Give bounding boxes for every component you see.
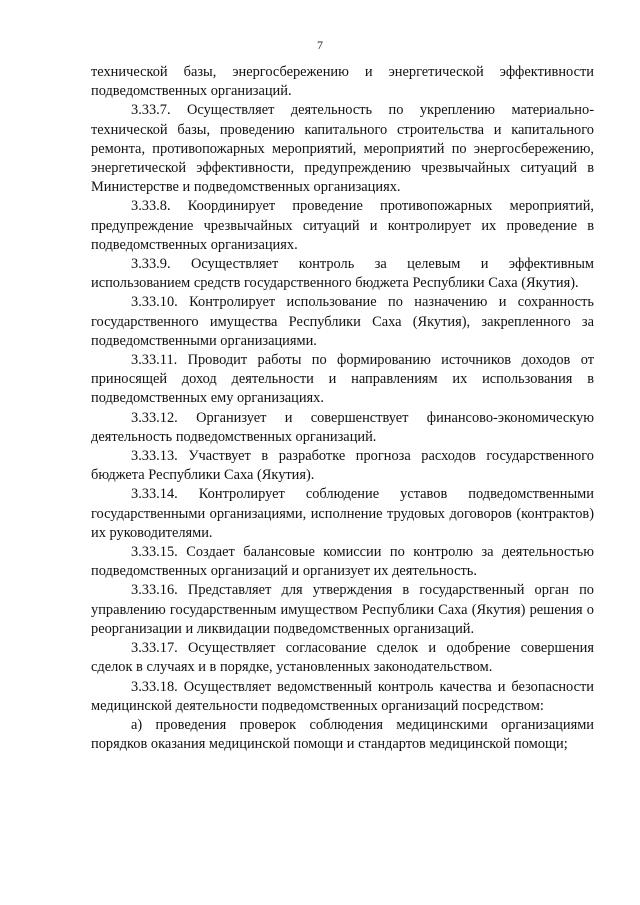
document-body: [91, 63, 594, 754]
paragraph-3-33-16: 3.33.16. Представляет для утверждения в государственный орган по управлению государственным имуществом Республики Саха (Якутия) решения о реорганизации и ликвидации подведомственных организаций.: [91, 582, 594, 637]
page-number: 7: [317, 38, 323, 52]
paragraph-3-33-17: 3.33.17. Осуществляет согласование сделок и одобрение совершения сделок в случаях и в порядке, установленных законодательством.: [91, 640, 594, 676]
paragraph-3-33-11: 3.33.11. Проводит работы по формированию источников доходов от приносящей доход деятельности и направлениям их использования в подведомственных ему организациях.: [91, 352, 594, 407]
paragraph-3-33-13: 3.33.13. Участвует в разработке прогноза расходов государственного бюджета Республики Саха (Якутия).: [91, 448, 594, 484]
paragraph-3-33-9: 3.33.9. Осуществляет контроль за целевым и эффективным использованием средств государственного бюджета Республики Саха (Якутия).: [91, 256, 594, 292]
paragraph-3-33-7: 3.33.7. Осуществляет деятельность по укреплению материально-технической базы, проведению капитального строительства и капитального ремонта, противопожарных мероприятий, мероприятий по энергосбережению, энергетической эффективности, предупреждению чрезвычайных ситуаций в Министерстве и подведомственных организациях.: [91, 102, 594, 196]
paragraph-3-33-14: 3.33.14. Контролирует соблюдение уставов подведомственными государственными организациями, исполнение трудовых договоров (контрактов) их руководителями.: [91, 486, 594, 541]
paragraph-3-33-18: 3.33.18. Осуществляет ведомственный контроль качества и безопасности медицинской деятельности подведомственных организаций посредством:: [91, 678, 594, 714]
paragraph-3-33-8: 3.33.8. Координирует проведение противопожарных мероприятий, предупреждение чрезвычайных ситуаций и контролирует их проведение в подведомственных организациях.: [91, 198, 594, 253]
paragraph-3-33-10: 3.33.10. Контролирует использование по назначению и сохранность государственного имущества Республики Саха (Якутия), закрепленного за подведомственными организациями.: [91, 294, 594, 349]
paragraph-3-33-12: 3.33.12. Организует и совершенствует финансово-экономическую деятельность подведомственных организаций.: [91, 409, 594, 445]
paragraph-continuation: технической базы, энергосбережению и энергетической эффективности подведомственных организаций.: [91, 64, 594, 100]
list-item-a: а) проведения проверок соблюдения медицинскими организациями порядков оказания медицинской помощи и стандартов медицинской помощи;: [91, 716, 594, 753]
paragraph-3-33-15: 3.33.15. Создает балансовые комиссии по контролю за деятельностью подведомственных организаций и организует их деятельность.: [91, 544, 594, 580]
